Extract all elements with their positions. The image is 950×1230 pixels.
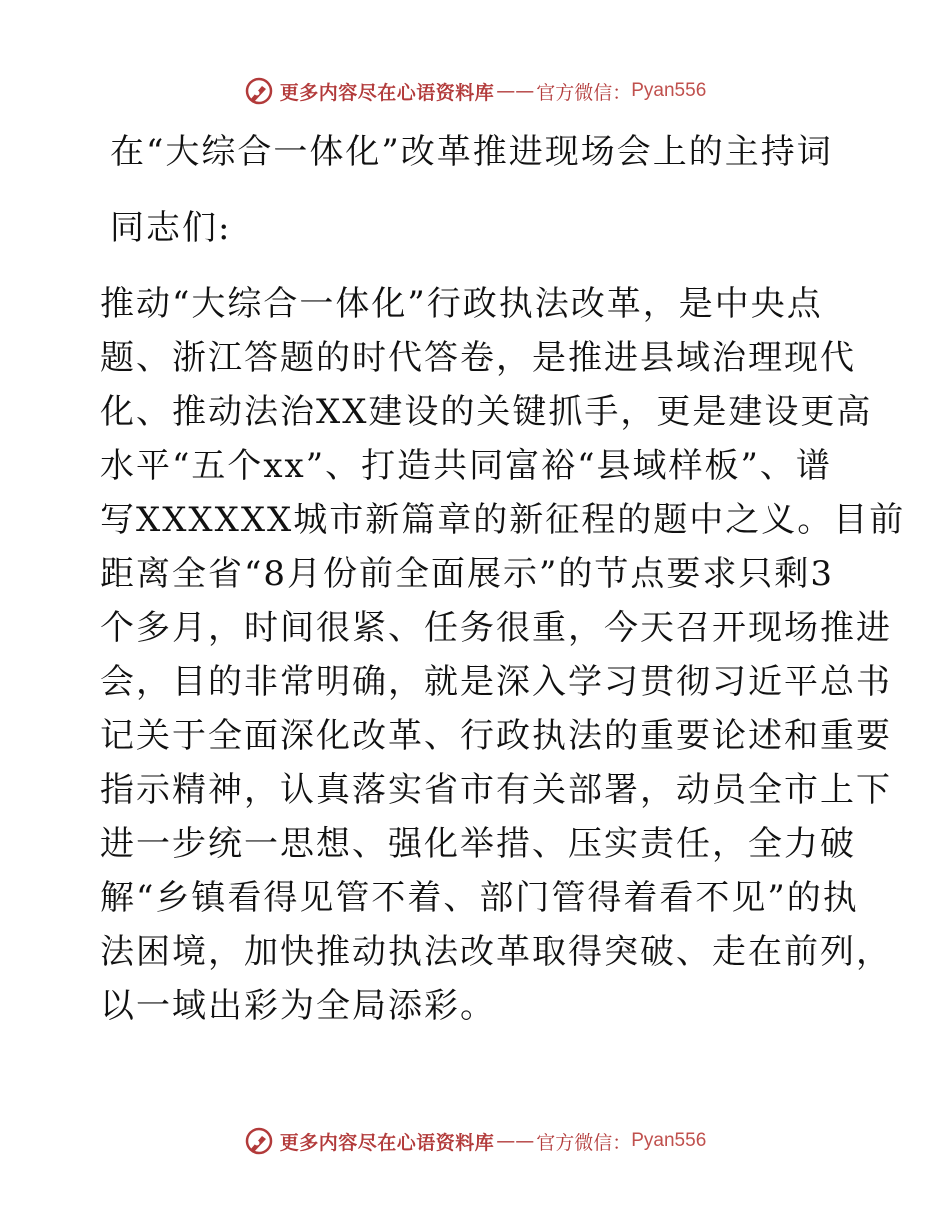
watermark-separator: —— [496, 80, 535, 102]
body-line: 记关于全面深化改革、行政执法的重要论述和重要 [100, 716, 892, 756]
body-line: 以一域出彩为全局添彩。 [100, 986, 496, 1026]
body-line: 化、推动法治XX建设的关键抓手，更是建设更高 [100, 392, 873, 432]
greeting: 同志们: [110, 208, 232, 248]
pen-logo-icon [244, 76, 274, 106]
body-line: 题、浙江答题的时代答卷，是推进县域治理现代 [100, 338, 856, 378]
body-line: 解“乡镇看得见管不着、部门管得着看不见”的执 [100, 878, 859, 918]
footer-watermark [0, 1121, 950, 1161]
body-line: 推动“大综合一体化”行政执法改革，是中央点 [100, 284, 823, 324]
pen-logo-icon [244, 1126, 274, 1156]
watermark-sub-text: 官方微信： [536, 81, 632, 104]
watermark-main-text: 更多内容尽在心语资料库 [279, 81, 495, 104]
body-line: 水平“五个xx”、打造共同富裕“县域样板”、谱 [100, 446, 832, 486]
document-title: 在“大综合一体化”改革推进现场会上的主持词 [110, 132, 833, 172]
body-line: 写XXXXXX城市新篇章的新征程的题中之义。目前 [100, 500, 906, 540]
watermark-separator: —— [496, 1130, 535, 1152]
watermark-wechat-id: Pyan556 [631, 1130, 707, 1151]
body-line: 法困境，加快推动执法改革取得突破、走在前列， [100, 932, 892, 972]
body-line: 进一步统一思想、强化举措、压实责任，全力破 [100, 824, 856, 864]
header-watermark [0, 71, 950, 111]
watermark-main-text: 更多内容尽在心语资料库 [279, 1131, 495, 1154]
body-line: 会，目的非常明确，就是深入学习贯彻习近平总书 [100, 662, 892, 702]
watermark-wechat-id: Pyan556 [631, 80, 707, 101]
body-line: 距离全省“8月份前全面展示”的节点要求只剩3 [100, 554, 835, 594]
body-line: 个多月，时间很紧、任务很重，今天召开现场推进 [100, 608, 892, 648]
body-line: 指示精神，认真落实省市有关部署，动员全市上下 [100, 770, 892, 810]
watermark-sub-text: 官方微信： [536, 1131, 632, 1154]
